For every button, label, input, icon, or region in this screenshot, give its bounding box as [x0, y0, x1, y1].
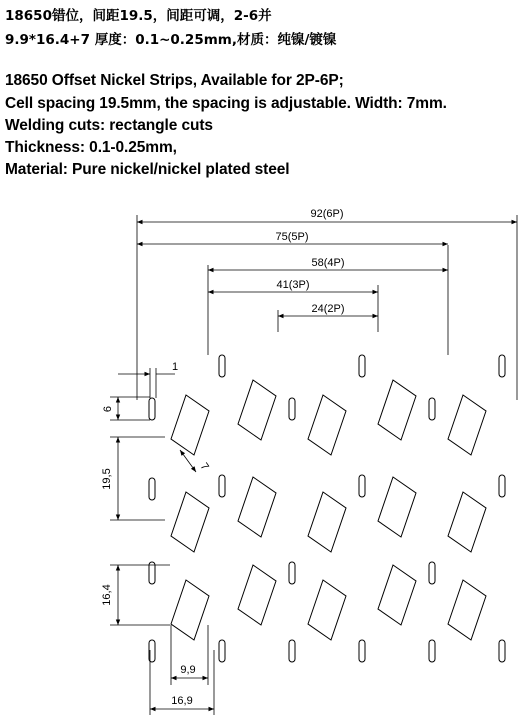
- diamond-cut-3-1: [378, 477, 416, 537]
- dim-label-6p: 92(6P): [310, 208, 344, 220]
- dim-label-slot-height: 6: [102, 405, 114, 413]
- dim-slot-width: [118, 368, 175, 398]
- title-cn-line-2: 9.9*16.4+7 厚度：0.1~0.25mm,材质：纯镍/镀镍: [5, 32, 337, 48]
- weld-slot-5-2: [499, 640, 505, 662]
- diamond-cut-0-0: [171, 395, 209, 455]
- diamond-cut-1-1: [238, 477, 276, 537]
- title-cn-line-1: 18650错位，间距19.5，间距可调，2-6并: [5, 8, 272, 24]
- weld-slot-2-2: [289, 640, 295, 662]
- weld-slot-1-2: [219, 640, 225, 662]
- weld-slot-2-0: [289, 398, 295, 420]
- diamond-cut-2-1: [308, 492, 346, 552]
- dim-row-pitch: [110, 437, 165, 520]
- description-line-4: Thickness: 0.1-0.25mm,: [5, 139, 177, 156]
- description-line-3: Welding cuts: rectangle cuts: [5, 117, 213, 134]
- dim-label-strip-width: 7: [197, 460, 211, 473]
- weld-slot-3-0: [359, 355, 365, 377]
- weld-slot-3-1: [359, 475, 365, 497]
- description-line-1: 18650 Offset Nickel Strips, Available for 2P-6P;: [5, 72, 344, 89]
- dim-label-diamond-height: 16,4: [101, 584, 113, 606]
- weld-slot-0-0: [149, 398, 155, 420]
- weld-slot-4-2: [429, 640, 435, 662]
- dim-label-2p: 24(2P): [311, 303, 345, 315]
- weld-slot-5-1: [499, 475, 505, 497]
- diamond-cut-4-0: [448, 395, 486, 455]
- weld-slot-4-1: [429, 562, 435, 584]
- dim-diamond-height: [110, 565, 170, 625]
- diamond-cut-0-1: [171, 492, 209, 552]
- diamond-cut-2-2: [308, 580, 346, 640]
- dim-label-5p: 75(5P): [275, 231, 309, 243]
- diamond-cut-3-2: [378, 565, 416, 625]
- dim-label-col-offset: 16,9: [171, 695, 193, 707]
- weld-slot-0-1: [149, 478, 155, 500]
- dim-label-slot-width: 1: [172, 361, 179, 373]
- weld-slot-3-2: [359, 640, 365, 662]
- diamond-cut-1-2: [238, 565, 276, 625]
- diamond-cut-0-2: [171, 580, 209, 640]
- diamond-cut-4-2: [448, 580, 486, 640]
- dim-slot-height: [110, 397, 150, 420]
- diamond-cut-4-1: [448, 492, 486, 552]
- diamond-cut-2-0: [308, 395, 346, 455]
- description-line-2: Cell spacing 19.5mm, the spacing is adjustable. Width: 7mm.: [5, 95, 447, 112]
- weld-slot-2-1: [289, 562, 295, 584]
- weld-slot-4-0: [429, 398, 435, 420]
- weld-slot-1-0: [219, 355, 225, 377]
- dim-label-3p: 41(3P): [276, 279, 310, 291]
- weld-slot-1-1: [219, 475, 225, 497]
- description-line-5: Material: Pure nickel/nickel plated steel: [5, 161, 290, 178]
- dim-label-4p: 58(4P): [311, 257, 345, 269]
- dim-label-row-pitch: 19,5: [101, 468, 113, 490]
- weld-slot-5-0: [499, 355, 505, 377]
- diamond-cut-3-0: [378, 380, 416, 440]
- top-dimensions: [137, 222, 517, 316]
- diamond-cut-1-0: [238, 380, 276, 440]
- strip-pattern: [149, 355, 505, 662]
- dim-label-diamond-width: 9,9: [180, 664, 196, 676]
